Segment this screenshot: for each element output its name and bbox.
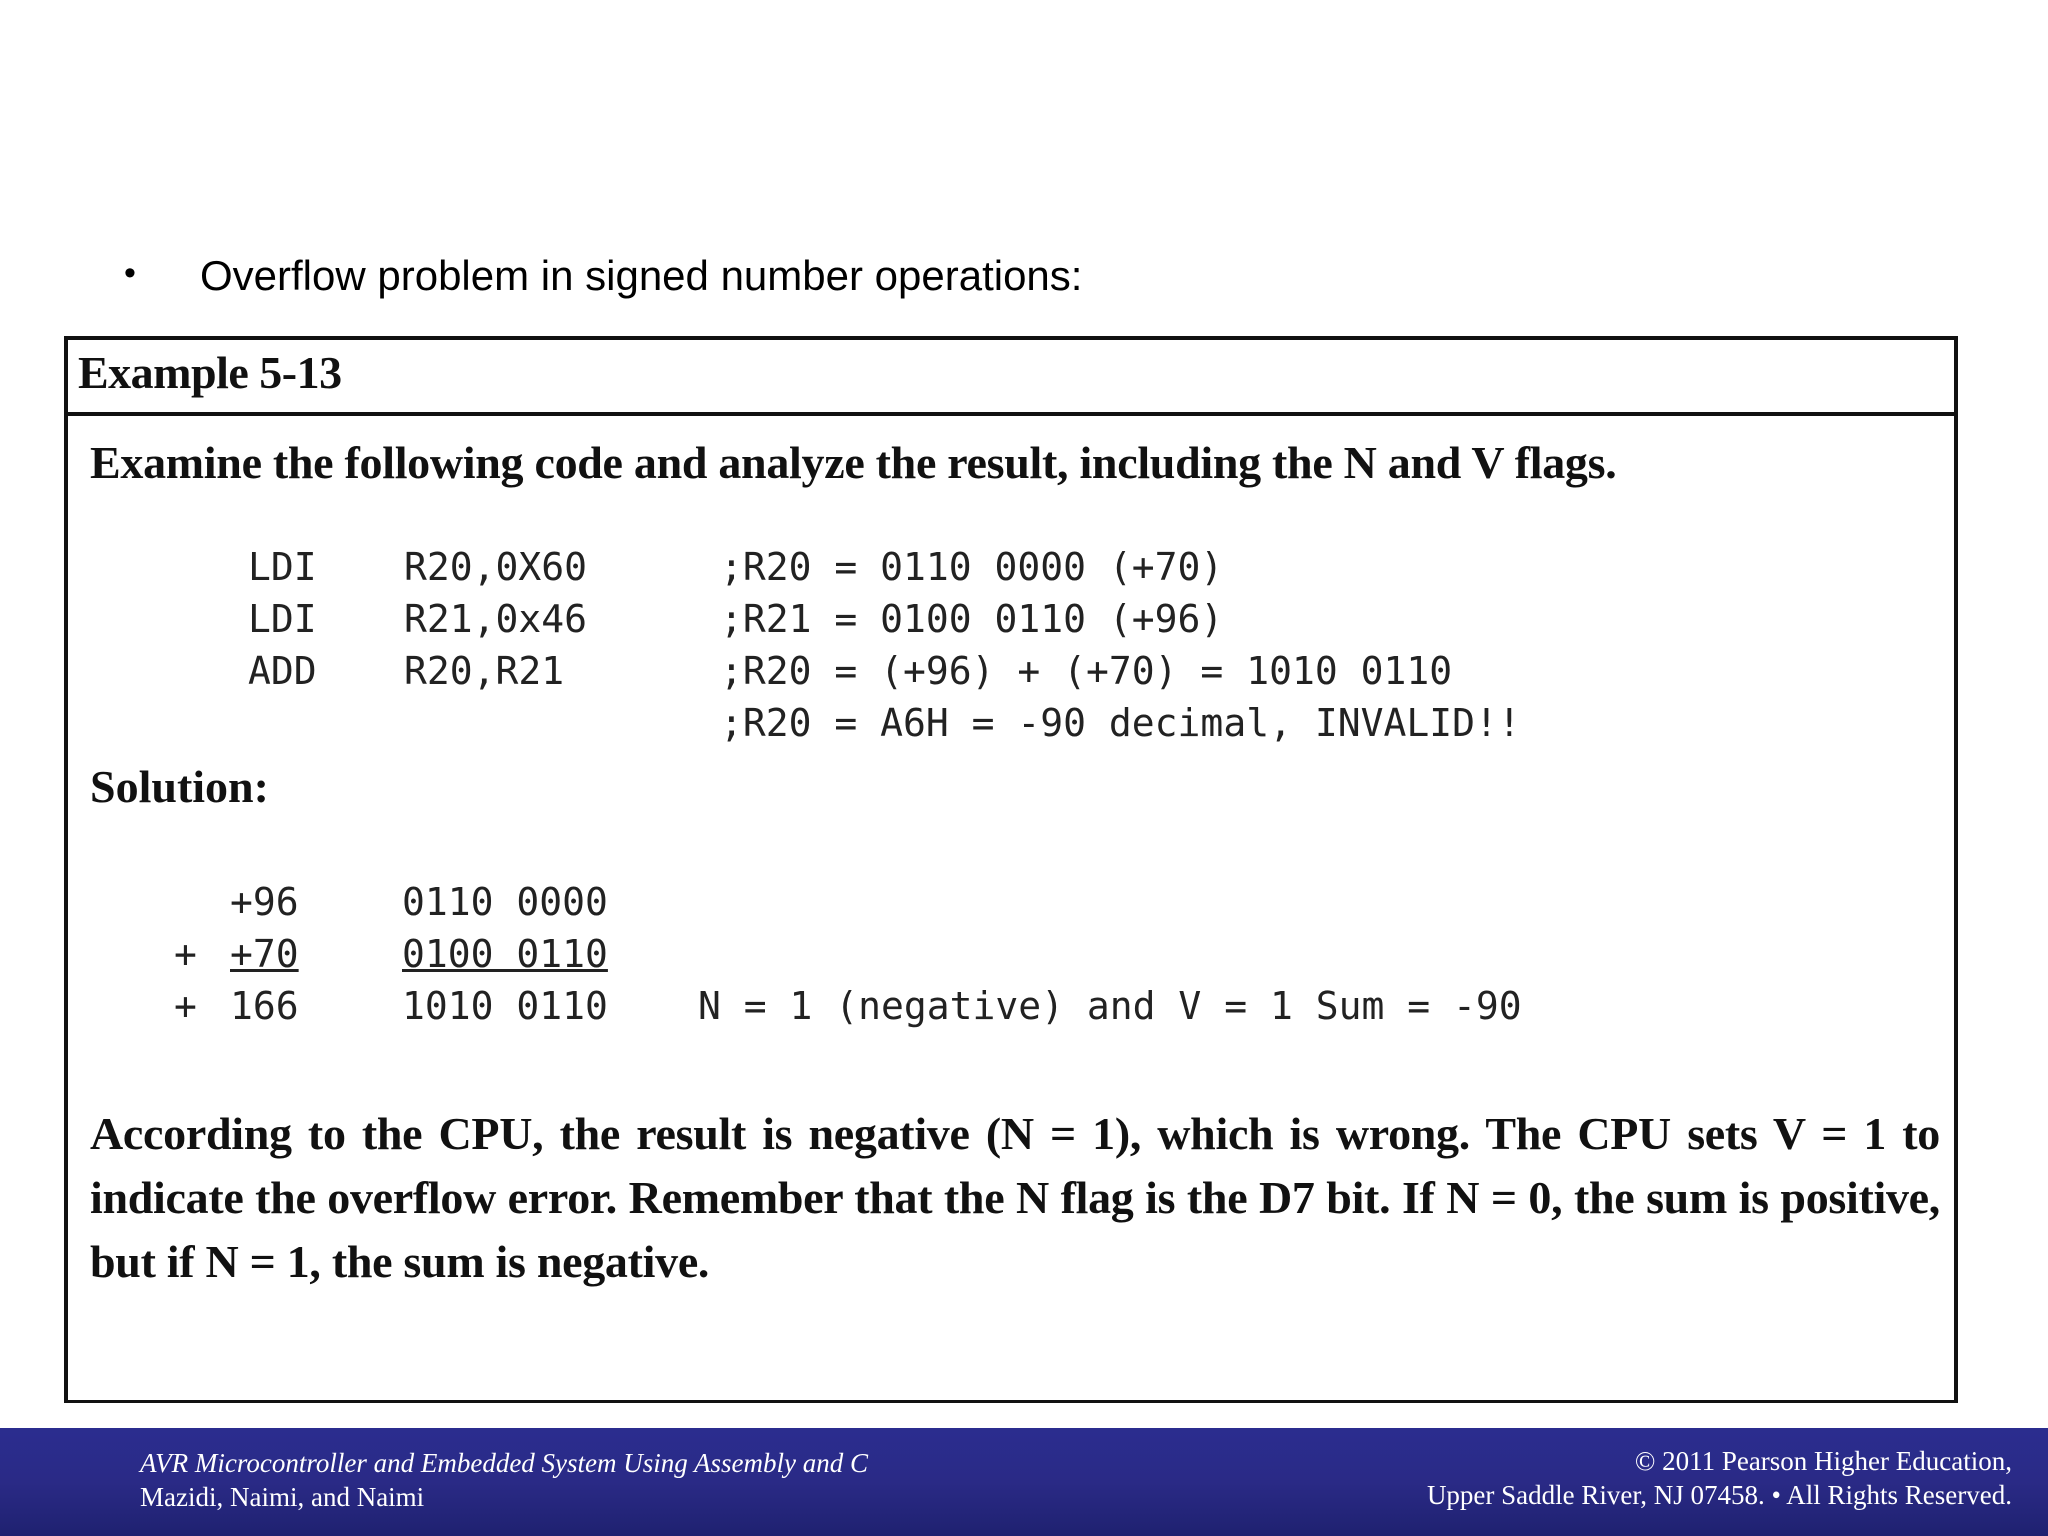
footer-book-info [140, 1446, 868, 1514]
book-authors: Mazidi, Naimi, and Naimi [140, 1482, 425, 1512]
code-comment: ;R21 = 0100 0110 (+96) [720, 597, 1224, 641]
slide-bullet [124, 252, 1082, 300]
calc-binary: 1010 0110 [402, 984, 608, 1028]
bullet-text: Overflow problem in signed number operations: [200, 252, 1083, 299]
binary-addition [174, 880, 1522, 1036]
book-title: AVR Microcontroller and Embedded System Using Assembly and C [140, 1448, 869, 1478]
code-line [248, 701, 1521, 753]
calc-binary: 0100 0110 [402, 932, 608, 976]
code-line [248, 649, 1521, 701]
calc-decimal: 166 [230, 984, 299, 1028]
calc-sign: + [174, 984, 197, 1028]
code-op: LDI [248, 597, 317, 641]
footer-copyright [1427, 1444, 2012, 1512]
example-prompt: Examine the following code and analyze the result, including the N and V flags. [90, 437, 1617, 488]
solution-heading: Solution: [90, 761, 269, 812]
calc-row [174, 932, 1522, 984]
code-comment: ;R20 = (+96) + (+70) = 1010 0110 [720, 649, 1453, 693]
calc-decimal: +96 [230, 880, 299, 924]
calc-row [174, 880, 1522, 932]
conclusion-text: According to the CPU, the result is negative (N = 1), which is wrong. The CPU sets V = 1 to indicate the overflow error. Remember that the N flag is the D7 bit. If N = 0, the sum is positive, but if N = 1, the sum is negative. [90, 1108, 1940, 1287]
code-op: ADD [248, 649, 317, 693]
calc-note: N = 1 (negative) and V = 1 Sum = -90 [698, 984, 1522, 1028]
calc-binary: 0110 0000 [402, 880, 608, 924]
code-line [248, 545, 1521, 597]
calc-sign: + [174, 932, 197, 976]
code-line [248, 597, 1521, 649]
example-box [64, 336, 1958, 1403]
calc-row [174, 984, 1522, 1036]
code-args: R21,0x46 [404, 597, 588, 641]
code-op: LDI [248, 545, 317, 589]
copyright-line-1: © 2011 Pearson Higher Education, [1634, 1446, 2012, 1476]
bullet-icon: • [124, 254, 136, 292]
example-title: Example 5-13 [78, 347, 342, 398]
copyright-line-2: Upper Saddle River, NJ 07458. • All Rights Reserved. [1426, 1480, 2012, 1510]
code-comment: ;R20 = 0110 0000 (+70) [720, 545, 1224, 589]
code-comment: ;R20 = A6H = -90 decimal, INVALID!! [720, 701, 1521, 745]
calc-decimal: +70 [230, 932, 299, 976]
code-listing [248, 545, 1521, 753]
code-args: R20,0X60 [404, 545, 588, 589]
code-args: R20,R21 [404, 649, 565, 693]
example-header [68, 340, 1954, 416]
slide-footer [0, 1428, 2048, 1536]
